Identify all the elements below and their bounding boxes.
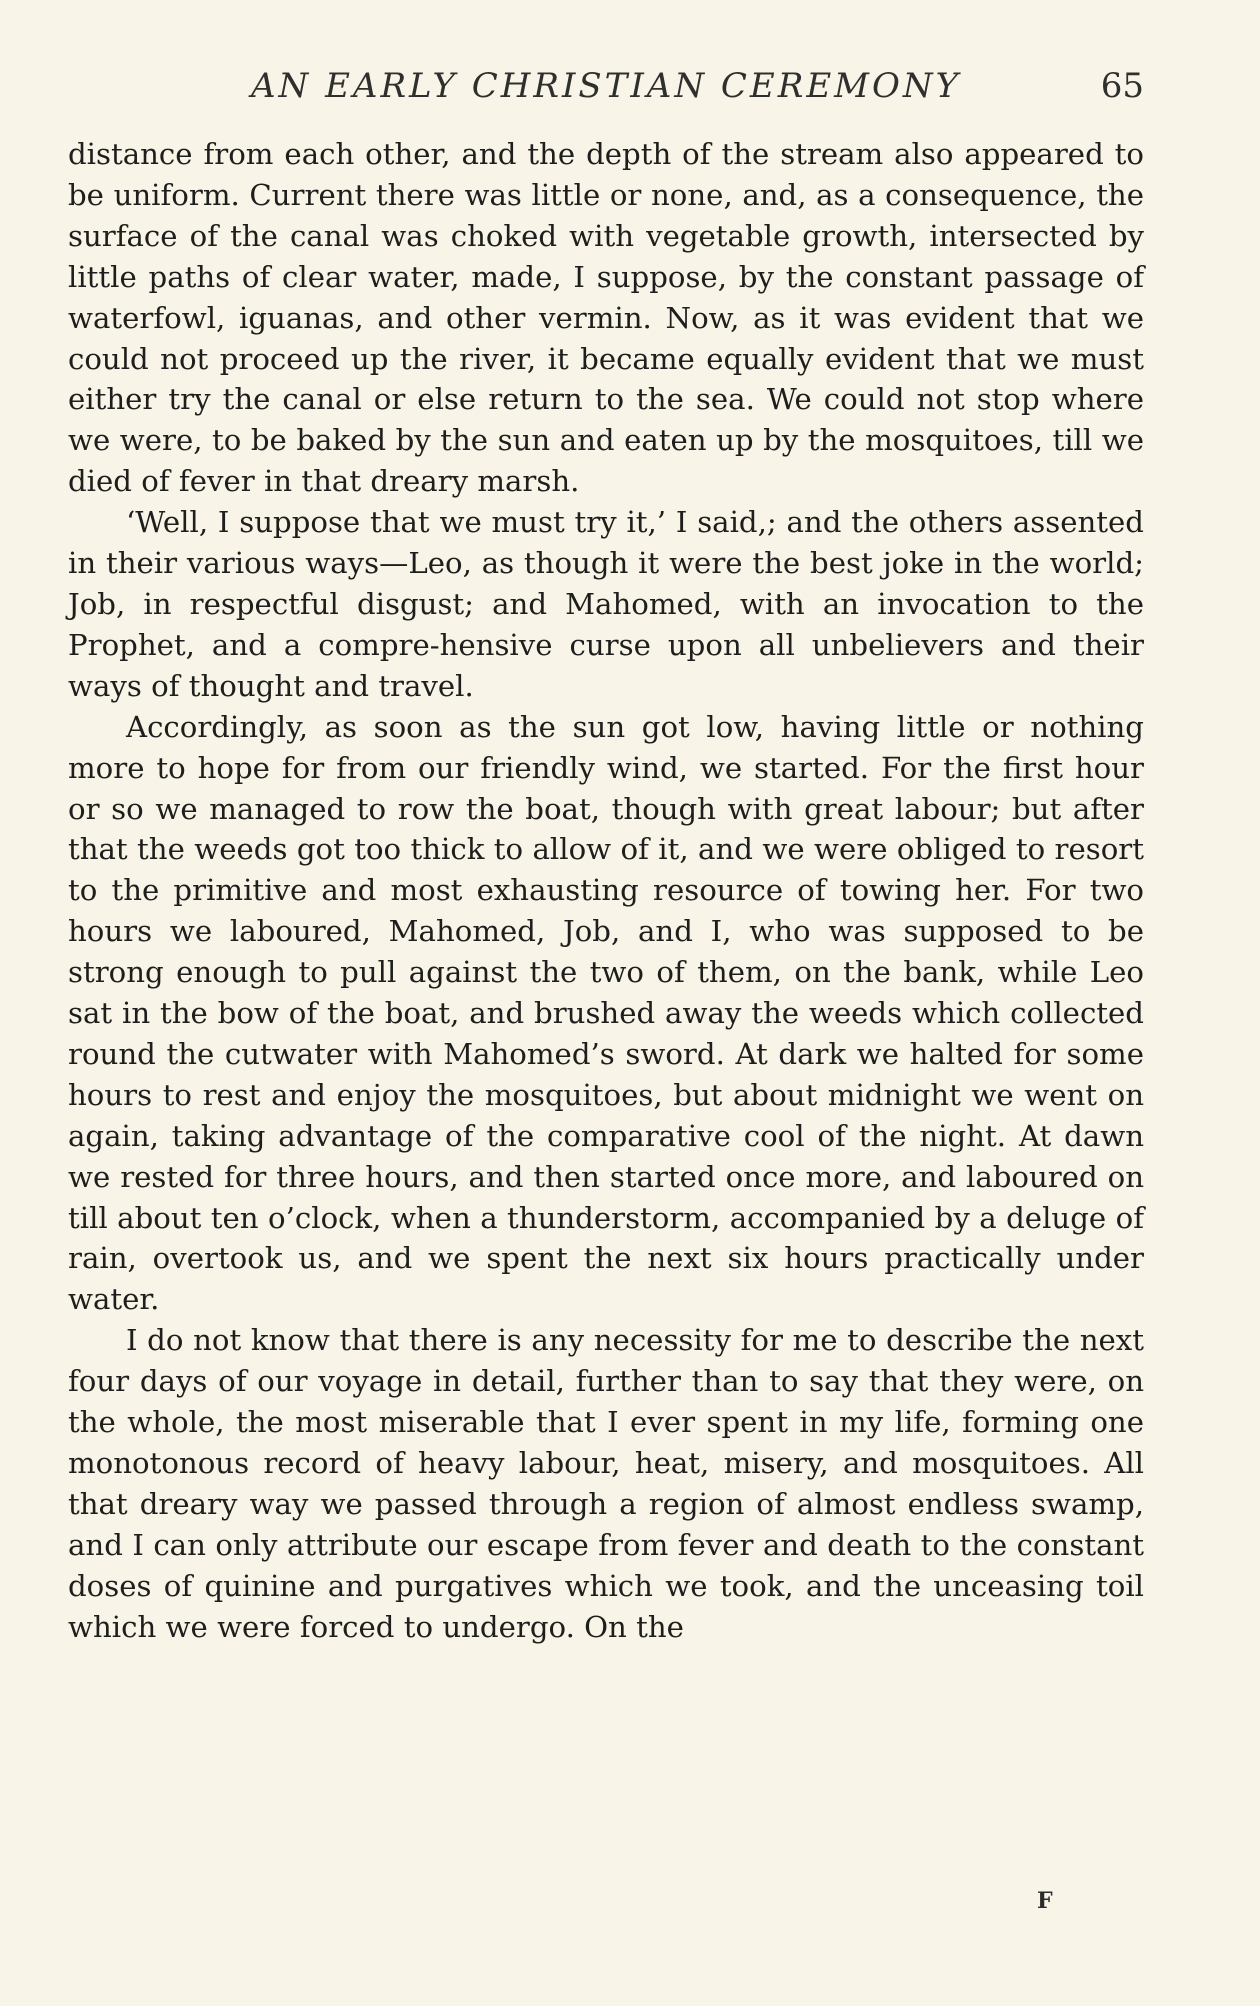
page-content: [68, 66, 1144, 1648]
body-text: [68, 134, 1144, 1648]
paragraph: ‘Well, I suppose that we must try it,’ I said,; and the others assented in their various ways—Leo, as though it were the best joke in the world; Job, in respectful disgust; and Mahomed, with an invocation to the Prophet, and a compre-hensive curse upon all unbelievers and their ways of thought and travel.: [68, 505, 1144, 703]
running-title: AN EARLY CHRISTIAN CEREMONY: [250, 66, 962, 106]
signature-mark: F: [1037, 1888, 1053, 1914]
paragraph: I do not know that there is any necessity for me to describe the next four days of our voyage in detail, further than to say that they were, on the whole, the most miserable that I ever spent in my life, forming one monotonous record of heavy labour, heat, misery, and mosquitoes. All that dreary way we passed through a region of almost endless swamp, and I can only attribute our escape from fever and death to the constant doses of quinine and purgatives which we took, and the unceasing toil which we were forced to undergo. On the: [68, 1323, 1144, 1644]
running-head: [68, 66, 1144, 124]
page-number: 65: [1100, 66, 1144, 106]
paragraph: Accordingly, as soon as the sun got low, having little or nothing more to hope for from our friendly wind, we started. For the first hour or so we managed to row the boat, though with great labour; but after that the weeds got too thick to allow of it, and we were obliged to resort to the primitive and most exhausting resource of towing her. For two hours we laboured, Mahomed, Job, and I, who was supposed to be strong enough to pull against the two of them, on the bank, while Leo sat in the bow of the boat, and brushed away the weeds which collected round the cutwater with Mahomed’s sword. At dark we halted for some hours to rest and enjoy the mosquitoes, but about midnight we went on again, taking advantage of the comparative cool of the night. At dawn we rested for three hours, and then started once more, and laboured on till about ten o’clock, when a thunderstorm, accompanied by a deluge of rain, overtook us, and we spent the next six hours practically under water.: [68, 709, 1144, 1317]
paragraph: distance from each other, and the depth of the stream also appeared to be uniform. Current there was little or none, and, as a consequence, the surface of the canal was choked with vegetable growth, intersected by little paths of clear water, made, I suppose, by the constant passage of waterfowl, iguanas, and other vermin. Now, as it was evident that we could not proceed up the river, it became equally evident that we must either try the canal or else return to the sea. We could not stop where we were, to be baked by the sun and eaten up by the mosquitoes, till we died of fever in that dreary marsh.: [68, 137, 1144, 499]
